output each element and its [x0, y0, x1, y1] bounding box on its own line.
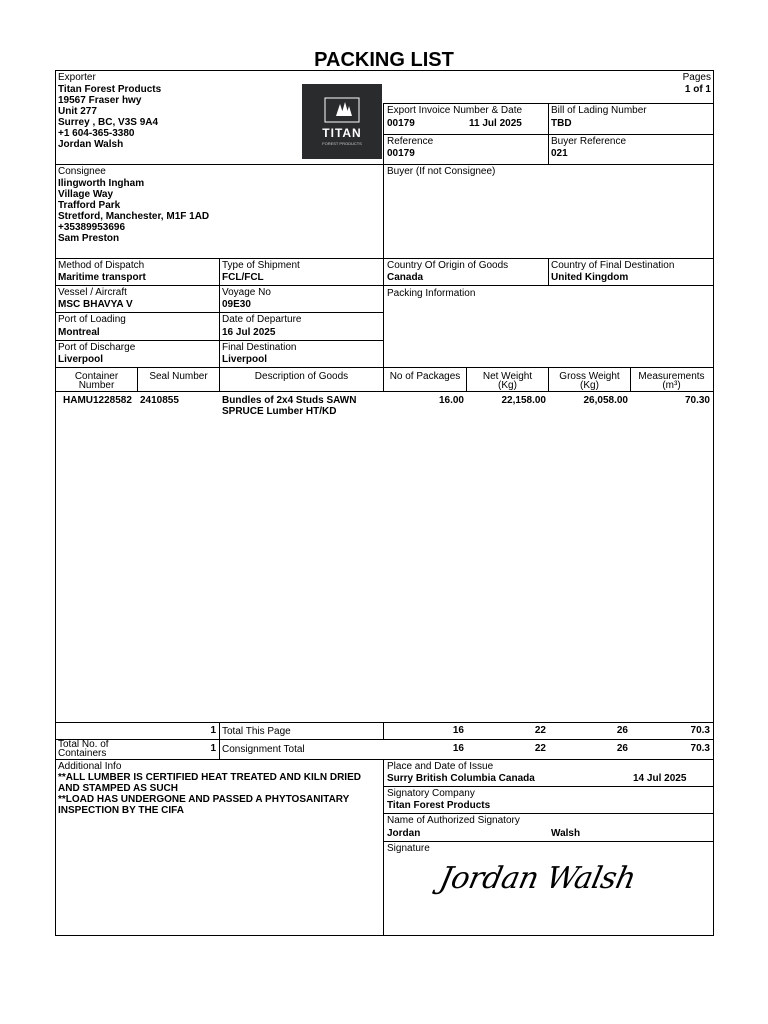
- column-header-measurements: [631, 371, 712, 391]
- column-header-seal: Seal Number: [149, 371, 208, 382]
- column-header-line: (m³): [662, 380, 681, 391]
- rule: [55, 258, 713, 259]
- additional-info-line: **LOAD HAS UNDERGONE AND PASSED A PHYTOSANITARY: [58, 794, 350, 805]
- page-total-measurement: 70.3: [690, 725, 710, 736]
- consignment-total-containers: 1: [210, 743, 216, 754]
- column-header-line: Measurements: [638, 371, 705, 382]
- column-header-net-weight: [467, 371, 548, 391]
- consignee-line: Village Way: [58, 189, 114, 200]
- reference-label: Reference: [387, 136, 434, 147]
- voyage-value: 09E30: [222, 299, 251, 310]
- rule: [384, 813, 713, 814]
- rule: [55, 739, 713, 740]
- total-containers-label-line: Containers: [58, 748, 107, 759]
- buyer-reference-value: 021: [551, 148, 568, 159]
- origin-label: Country Of Origin of Goods: [387, 260, 509, 271]
- additional-info-line: AND STAMPED AS SUCH: [58, 783, 179, 794]
- signature-label: Signature: [387, 843, 430, 854]
- exporter-address: [58, 84, 161, 150]
- column-header-line: (Kg): [498, 380, 517, 391]
- column-header-line: Number: [78, 380, 115, 391]
- consignee-address: [58, 178, 209, 244]
- exporter-line: 19567 Fraser hwy: [58, 95, 142, 106]
- page-total-net: 22: [534, 725, 546, 736]
- vessel-label: Vessel / Aircraft: [58, 287, 127, 298]
- additional-info-line: INSPECTION BY THE CIFA: [58, 805, 184, 816]
- packing-info-label: Packing Information: [387, 288, 476, 299]
- consignment-total-measurement: 70.3: [690, 743, 710, 754]
- consignment-total-gross: 26: [616, 743, 628, 754]
- voyage-label: Voyage No: [222, 287, 271, 298]
- place-date-label: Place and Date of Issue: [387, 761, 494, 772]
- date-of-issue: 14 Jul 2025: [633, 773, 687, 784]
- signatory-company-label: Signatory Company: [387, 788, 475, 799]
- rule: [383, 759, 384, 935]
- place-of-issue: Surry British Columbia Canada: [387, 773, 535, 784]
- exporter-line: Unit 277: [58, 106, 97, 117]
- reference-value: 00179: [387, 148, 415, 159]
- departure-date-value: 16 Jul 2025: [222, 327, 276, 338]
- consignment-total-packages: 16: [452, 743, 464, 754]
- column-header-line: Gross Weight: [559, 371, 620, 382]
- invoice-label: Export Invoice Number & Date: [387, 105, 523, 116]
- exporter-line: +1 604-365-3380: [58, 128, 135, 139]
- column-header-line: Container: [74, 371, 119, 382]
- rule: [384, 841, 713, 842]
- consignee-label: Consignee: [58, 166, 106, 177]
- rule: [55, 722, 713, 723]
- rule: [55, 285, 713, 286]
- item-container-number: HAMU1228582: [63, 395, 132, 406]
- consignee-line: Stretford, Manchester, M1F 1AD: [58, 211, 210, 222]
- exporter-line: Jordan Walsh: [58, 139, 124, 150]
- additional-info-text: [58, 772, 361, 816]
- bill-of-lading-label: Bill of Lading Number: [551, 105, 647, 116]
- dispatch-label: Method of Dispatch: [58, 260, 145, 271]
- tree-logo-icon: [302, 92, 382, 126]
- final-destination-value: Liverpool: [222, 354, 268, 365]
- port-loading-value: Montreal: [58, 327, 100, 338]
- consignee-line: Ilingworth Ingham: [58, 178, 145, 189]
- page-total-packages: 16: [452, 725, 464, 736]
- logo-wordmark: TITAN: [322, 126, 362, 140]
- pages-value: 1 of 1: [684, 84, 711, 95]
- company-logo: [302, 84, 382, 159]
- rule: [548, 103, 549, 165]
- invoice-date: 11 Jul 2025: [469, 118, 522, 129]
- page-total-label: Total This Page: [222, 726, 291, 737]
- page-total-containers: 1: [210, 725, 216, 736]
- departure-date-label: Date of Departure: [222, 314, 302, 325]
- handwritten-signature: Jordan Walsh: [436, 861, 639, 896]
- destination-country-value: United Kingdom: [551, 272, 629, 283]
- consignment-total-net: 22: [534, 743, 546, 754]
- exporter-line: Surrey , BC, V3S 9A4: [58, 117, 159, 128]
- item-description-line: Bundles of 2x4 Studs SAWN: [222, 395, 357, 406]
- item-gross-weight: 26,058.00: [583, 395, 628, 406]
- bill-of-lading-value: TBD: [551, 118, 572, 129]
- item-description-line: SPRUCE Lumber HT/KD: [222, 406, 337, 417]
- item-measurement: 70.30: [684, 395, 710, 406]
- final-destination-label: Final Destination: [222, 342, 297, 353]
- destination-country-label: Country of Final Destination: [551, 260, 675, 271]
- page-title: PACKING LIST: [314, 49, 454, 71]
- additional-info-line: **ALL LUMBER IS CERTIFIED HEAT TREATED AND KILN DRIED: [58, 772, 361, 783]
- consignee-line: Sam Preston: [58, 233, 120, 244]
- invoice-number: 00179: [387, 118, 415, 129]
- authorized-last-name: Walsh: [551, 828, 581, 839]
- rule: [548, 258, 549, 286]
- item-packages: 16.00: [438, 395, 464, 406]
- column-header-description: Description of Goods: [254, 371, 349, 382]
- total-containers-label: [58, 740, 109, 758]
- shipment-type-label: Type of Shipment: [222, 260, 300, 271]
- port-discharge-label: Port of Discharge: [58, 342, 136, 353]
- rule: [55, 164, 713, 165]
- consignment-total-label: Consignment Total: [222, 744, 305, 755]
- buyer-label: Buyer (If not Consignee): [387, 166, 496, 177]
- exporter-line: Titan Forest Products: [58, 84, 162, 95]
- column-header-packages: No of Packages: [389, 371, 461, 382]
- exporter-label: Exporter: [58, 72, 96, 83]
- column-header-line: (Kg): [580, 380, 599, 391]
- column-header-container: [56, 371, 137, 391]
- pages-label: Pages: [682, 72, 711, 83]
- rule: [383, 103, 384, 392]
- buyer-reference-label: Buyer Reference: [551, 136, 627, 147]
- column-header-line: Net Weight: [482, 371, 533, 382]
- total-containers-label-line: Total No. of: [58, 739, 109, 750]
- rule: [384, 786, 713, 787]
- port-loading-label: Port of Loading: [58, 314, 126, 325]
- rule: [219, 722, 220, 760]
- vessel-value: MSC BHAVYA V: [58, 299, 133, 310]
- authorized-signatory-label: Name of Authorized Signatory: [387, 815, 520, 826]
- signatory-company-value: Titan Forest Products: [387, 800, 491, 811]
- consignee-line: +35389953696: [58, 222, 126, 233]
- additional-info-label: Additional Info: [58, 761, 122, 772]
- authorized-first-name: Jordan: [387, 828, 421, 839]
- dispatch-value: Maritime transport: [58, 272, 146, 283]
- page-total-gross: 26: [616, 725, 628, 736]
- rule: [55, 367, 713, 368]
- item-seal-number: 2410855: [140, 395, 179, 406]
- port-discharge-value: Liverpool: [58, 354, 104, 365]
- rule: [55, 759, 713, 760]
- column-header-gross-weight: [549, 371, 630, 391]
- origin-value: Canada: [387, 272, 424, 283]
- item-net-weight: 22,158.00: [501, 395, 546, 406]
- logo-subtitle: FOREST PRODUCTS: [322, 141, 362, 146]
- rule: [55, 391, 713, 392]
- item-description: [222, 395, 356, 417]
- shipment-type-value: FCL/FCL: [222, 272, 264, 283]
- consignee-line: Trafford Park: [58, 200, 121, 211]
